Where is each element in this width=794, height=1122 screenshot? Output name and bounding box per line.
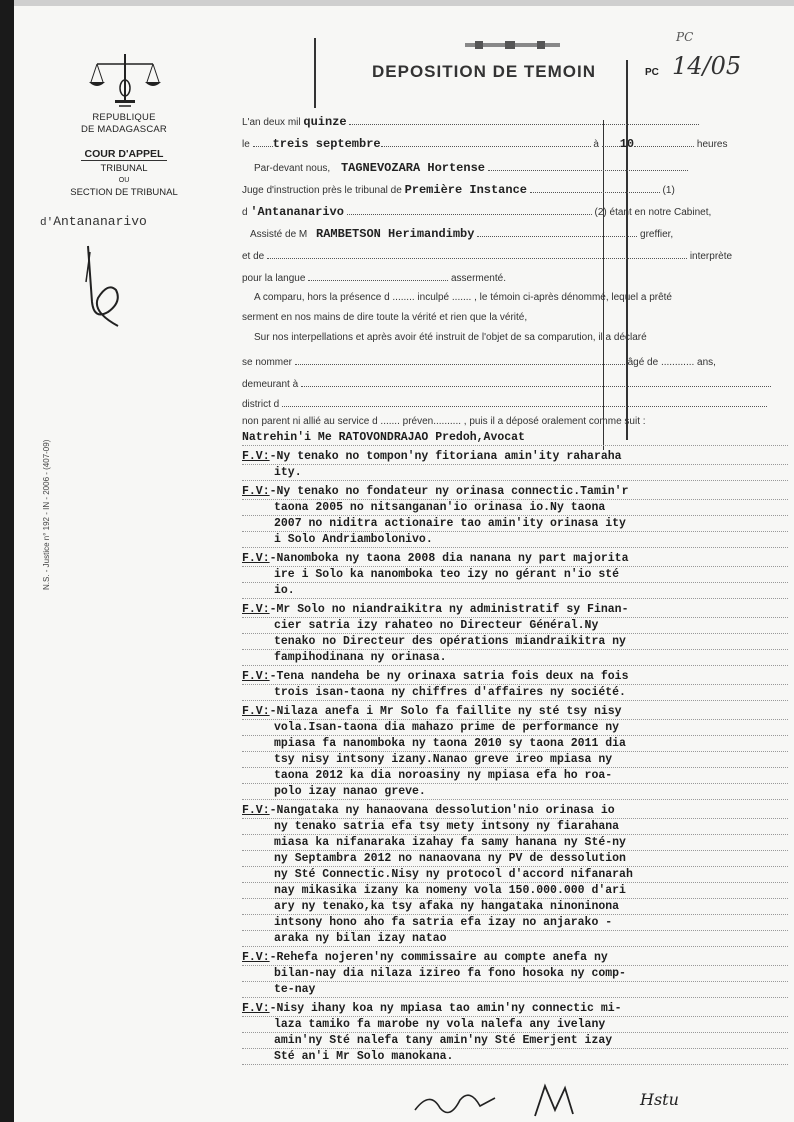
statement-line: F.V:-Nanomboka ny taona 2008 dia nanana ny part majorita bbox=[242, 551, 788, 567]
form-reference-vertical: N.S. - Justice n° 192 - IN - 2006 - (407-09) bbox=[42, 439, 51, 590]
nommer-label: se nommer bbox=[242, 357, 293, 368]
tribunal-value: Première Instance bbox=[404, 183, 527, 197]
statement-line: ny Septambra 2012 no nanaovana ny PV de dessolution bbox=[242, 851, 788, 867]
statement-line: cier satria izy rahateo no Directeur Général.Ny bbox=[242, 618, 788, 634]
clerk-signature-icon bbox=[525, 1080, 585, 1120]
statement-line: vola.Isan-taona dia mahazo prime de performance ny bbox=[242, 720, 788, 736]
d-label: d bbox=[242, 207, 248, 218]
assermente-label: assermenté. bbox=[450, 273, 506, 284]
statement-6 bbox=[242, 704, 788, 800]
assiste-label: Assisté de M bbox=[250, 229, 308, 240]
a-label: à bbox=[593, 139, 599, 150]
scan-edge-top bbox=[14, 0, 794, 6]
statement-line: fampihodinana ny orinasa. bbox=[242, 650, 788, 666]
statement-line: ire i Solo ka nanomboka teo izy no gérant n'io sté bbox=[242, 567, 788, 583]
court-label: COUR D'APPEL bbox=[81, 148, 168, 161]
parent-line: non parent ni allié au service d ....... préven.......... , puis il a déposé oralement comme suit : bbox=[242, 416, 646, 427]
statement-line: trois isan-taona ny chiffres d'affaires ny société. bbox=[242, 685, 788, 701]
interpreter-line bbox=[242, 248, 732, 262]
comparu-line-1: A comparu, hors la présence d ........ inculpé ....... , le témoin ci-après dénommé, lequel a prêté bbox=[254, 292, 672, 303]
note2-label: (2) étant en notre Cabinet, bbox=[594, 207, 712, 218]
le-label: le bbox=[242, 139, 250, 150]
statement-line: io. bbox=[242, 583, 788, 599]
statement-5 bbox=[242, 669, 788, 701]
statement-prefix: F.V: bbox=[242, 485, 270, 498]
interpellations-line: Sur nos interpellations et après avoir été instruit de l'objet de sa comparution, il a déclaré bbox=[254, 332, 647, 343]
pc-top-note: PC bbox=[676, 30, 694, 44]
name-line bbox=[242, 354, 716, 368]
et-de-label: et de bbox=[242, 251, 265, 262]
witness-signature-icon bbox=[410, 1080, 500, 1120]
scales-of-justice-crest-icon bbox=[85, 50, 165, 110]
tribunal-label: TRIBUNAL bbox=[100, 163, 148, 174]
issuing-authority bbox=[24, 112, 224, 199]
juge-label: Juge d'instruction près le tribunal de bbox=[242, 185, 402, 196]
statement-line: F.V:-Rehefa nojeren'ny commissaire au compte anefa ny bbox=[242, 950, 788, 966]
year-value: quinze bbox=[303, 115, 347, 129]
statement-line: 2007 no niditra actionaire tao amin'ity orinasa ity bbox=[242, 516, 788, 532]
judge-line bbox=[254, 160, 688, 175]
statement-line: F.V:-Nisy ihany koa ny mpiasa tao amin'ny connectic mi- bbox=[242, 1001, 788, 1017]
scan-edge-left bbox=[0, 0, 14, 1122]
statement-line: te-nay bbox=[242, 982, 788, 998]
pen-stroke bbox=[314, 38, 316, 108]
statement-line: miasa ka nifanaraka izahay fa samy hanana ny Sté-ny bbox=[242, 835, 788, 851]
statement-line: Sté an'i Mr Solo manokana. bbox=[242, 1049, 788, 1065]
district-line bbox=[242, 396, 767, 410]
statement-prefix: F.V: bbox=[242, 1002, 270, 1015]
statement-line: araka ny bilan izay natao bbox=[242, 931, 788, 947]
statement-8 bbox=[242, 950, 788, 998]
demeurant-label: demeurant à bbox=[242, 379, 299, 390]
section-label: SECTION DE TRIBUNAL bbox=[70, 187, 178, 198]
greffier-label: greffier, bbox=[640, 229, 674, 240]
statement-line: F.V:-Ny tenako no tompon'ny fitoriana amin'ity raharaha bbox=[242, 449, 788, 465]
age-label: âgé de ............ ans, bbox=[627, 357, 716, 368]
statement-line: F.V:-Ny tenako no fondateur ny orinasa connectic.Tamin'r bbox=[242, 484, 788, 500]
language-line bbox=[242, 270, 506, 284]
statement-line: laza tamiko fa marobe ny vola nalefa any ivelany bbox=[242, 1017, 788, 1033]
statement-7 bbox=[242, 803, 788, 947]
year-line bbox=[242, 114, 699, 129]
country-label: DE MADAGASCAR bbox=[80, 124, 167, 135]
statement-line: ity. bbox=[242, 465, 788, 481]
statement-line: i Solo Andriambolonivo. bbox=[242, 532, 788, 548]
statement-line: nay mikasika izany ka nomeny vola 150.000.000 d'ari bbox=[242, 883, 788, 899]
pc-number: 14/05 bbox=[672, 52, 742, 80]
statement-line: bilan-nay dia nilaza izireo fa fono hosoka ny comp- bbox=[242, 966, 788, 982]
counsel-line bbox=[242, 430, 788, 446]
statement-line: F.V:-Nilaza anefa i Mr Solo fa faillite ny sté tsy nisy bbox=[242, 704, 788, 720]
clerk-name: RAMBETSON Herimandimby bbox=[316, 227, 475, 241]
statement-9 bbox=[242, 1001, 788, 1065]
statement-line: ary ny tenako,ka tsy afaka ny hangataka ninoninona bbox=[242, 899, 788, 915]
statement-4 bbox=[242, 602, 788, 666]
header-ornament-icon bbox=[465, 40, 560, 50]
date-value: treis septembre bbox=[272, 137, 381, 151]
statement-line: F.V:-Tena nandeha be ny orinaxa satria fois deux na fois bbox=[242, 669, 788, 685]
par-devant-label: Par-devant nous, bbox=[254, 163, 331, 174]
statement-line: polo izay nanao greve. bbox=[242, 784, 788, 800]
district-court-line bbox=[242, 204, 711, 219]
judge-signature: Hstu bbox=[640, 1090, 679, 1109]
year-label: L'an deux mil bbox=[242, 117, 301, 128]
comparu-line-2: serment en nos mains de dire toute la vérité et rien que la vérité, bbox=[242, 312, 528, 323]
d-value: 'Antananarivo bbox=[250, 205, 344, 219]
statement-3 bbox=[242, 551, 788, 599]
statement-line: amin'ny Sté nalefa tany amin'ny Sté Emerjent izay bbox=[242, 1033, 788, 1049]
statement-line: F.V:-Mr Solo no niandraikitra ny administratif sy Finan- bbox=[242, 602, 788, 618]
residence-line bbox=[242, 376, 771, 390]
date-line bbox=[242, 136, 728, 151]
statement-line: tenako no Directeur des opérations miandraikitra ny bbox=[242, 634, 788, 650]
statement-prefix: F.V: bbox=[242, 670, 270, 683]
judge-name: TAGNEVOZARA Hortense bbox=[340, 161, 485, 175]
statement-prefix: F.V: bbox=[242, 804, 270, 817]
district-label: district d bbox=[242, 399, 280, 410]
statement-prefix: F.V: bbox=[242, 603, 270, 616]
note1-label: (1) bbox=[662, 185, 675, 196]
statement-1 bbox=[242, 449, 788, 481]
interprete-label: interprète bbox=[689, 251, 733, 262]
or-label: OU bbox=[118, 177, 130, 184]
left-signature-icon bbox=[78, 242, 138, 332]
statement-prefix: F.V: bbox=[242, 951, 270, 964]
statement-line: mpiasa fa nanomboka ny taona 2010 sy taona 2011 dia bbox=[242, 736, 788, 752]
city-line bbox=[40, 214, 147, 229]
heures-label: heures bbox=[696, 139, 728, 150]
hour-value: 10 bbox=[619, 137, 635, 151]
city-prefix: d' bbox=[40, 217, 54, 229]
statement-line: intsony hono aho fa satria efa izay no anjarako - bbox=[242, 915, 788, 931]
city-name: Antananarivo bbox=[53, 214, 147, 229]
republic-label: REPUBLIQUE bbox=[92, 112, 156, 123]
statement-line: tsy nisy intsony izany.Nanao greve ireo mpiasa ny bbox=[242, 752, 788, 768]
statement-line: ny tenako satria efa tsy mety intsony ny fiarahana bbox=[242, 819, 788, 835]
counsel-text: Natrehin'i Me RATOVONDRAJAO Predoh,Avocat bbox=[242, 430, 788, 446]
statement-line: taona 2005 no nitsanganan'io orinasa io.Ny taona bbox=[242, 500, 788, 516]
juge-line bbox=[242, 182, 675, 197]
document-title: DEPOSITION DE TEMOIN bbox=[372, 62, 597, 81]
statement-line: ny Sté Connectic.Nisy ny protocol d'accord nifanarah bbox=[242, 867, 788, 883]
statement-prefix: F.V: bbox=[242, 705, 270, 718]
statements-list bbox=[242, 449, 788, 1065]
pc-label: PC bbox=[645, 67, 659, 78]
testimony-body bbox=[242, 430, 788, 1068]
clerk-line bbox=[250, 226, 673, 241]
statement-line: F.V:-Nangataka ny hanaovana dessolution'nio orinasa io bbox=[242, 803, 788, 819]
statement-line: taona 2012 ka dia noroasiny ny mpiasa efa ho roa- bbox=[242, 768, 788, 784]
statement-2 bbox=[242, 484, 788, 548]
statement-prefix: F.V: bbox=[242, 552, 270, 565]
langue-label: pour la langue bbox=[242, 273, 306, 284]
statement-prefix: F.V: bbox=[242, 450, 270, 463]
